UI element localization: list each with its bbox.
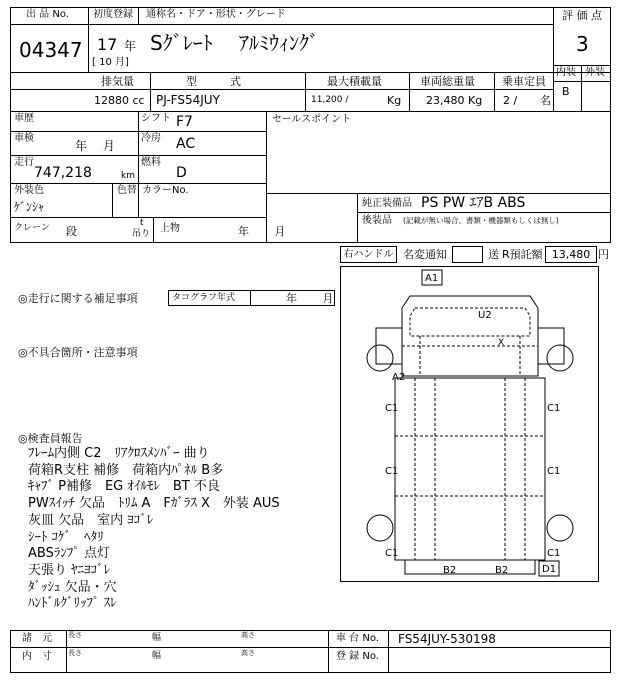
left-mirror-arm <box>376 328 402 364</box>
defects-title: ◎不具合箇所・注意事項 <box>18 346 138 359</box>
tax-value: 13,480 <box>545 246 597 263</box>
truck-damage-diagram <box>340 266 599 582</box>
exterior-color-value: ｹﾞﾝｼｬ <box>14 200 45 214</box>
mark-b2: B2 <box>443 565 457 576</box>
interior-width-label: 幅 <box>152 651 162 661</box>
grade-name: Sｸﾞﾚｰﾄ ｱﾙﾐｳｨﾝｸﾞ <box>150 31 320 55</box>
capacity-unit: 名 <box>540 94 551 107</box>
equipment-value: PS PW ｴｱB ABS <box>421 195 526 211</box>
color-number-label: カラーNo. <box>142 185 189 196</box>
mark-c1: C1 <box>385 548 399 559</box>
reg-year: 17 <box>97 35 118 54</box>
mark-c1: C1 <box>385 466 399 477</box>
score-value: 3 <box>576 32 589 56</box>
rear-bumper <box>405 560 535 574</box>
report-line: ﾌﾚｰﾑ内側 C2 ﾘｱｸﾛｽﾒﾝﾊﾞｰ 曲り <box>28 446 210 461</box>
ac-label: 冷房 <box>141 133 161 144</box>
supplement-title: ◎走行に関する補足事項 <box>18 292 138 305</box>
crane-label: クレーン <box>14 223 50 233</box>
title-label: 通称名・ドア・形状・グレード <box>146 9 286 20</box>
report-line: ﾀﾞｯｼｭ 欠品・穴 <box>28 579 117 595</box>
exterior-grade-label: 外装 <box>585 67 605 78</box>
gross-weight-value: 23,480 Kg <box>426 94 483 107</box>
right-handle-badge: 右ハンドル <box>340 246 397 263</box>
inspection-value: 年 月 <box>75 139 115 153</box>
report-line: 灰皿 欠品 室内 ﾖｺﾞﾚ <box>28 512 154 528</box>
mark-u2: U2 <box>478 310 492 321</box>
displacement-value: 12880 cc <box>94 94 145 107</box>
lot-label: 出 品 No. <box>26 9 69 20</box>
model-value: PJ-FS54JUY <box>156 93 220 107</box>
mark-d1: D1 <box>542 564 557 575</box>
color-change-label: 色替 <box>117 185 137 196</box>
first-reg-label: 初度登録 <box>93 9 133 20</box>
tax-prefix: R預託額 <box>502 248 543 261</box>
mark-c1: C1 <box>385 403 399 414</box>
interior-grade-label: 内装 <box>556 67 576 78</box>
dims-height-label: 高さ <box>241 631 255 639</box>
interior-height-label: 高さ <box>241 649 255 657</box>
tire-rear-right <box>547 515 573 541</box>
interior-length-label: 長さ <box>68 649 82 657</box>
interior-dims-label: 内 寸 <box>22 651 52 662</box>
upper-body-label: 上物 <box>160 223 180 234</box>
max-load-unit: Kg <box>387 94 402 107</box>
windshield <box>410 308 530 336</box>
tire-front-right <box>547 345 573 371</box>
name-change-label: 名変通知 <box>403 248 447 261</box>
tax-unit: 円 <box>598 248 609 261</box>
inspector-title: ◎検査員報告 <box>18 432 83 445</box>
crane-lift: 吊り <box>132 229 151 239</box>
chassis-label: 車 台 No. <box>336 633 379 644</box>
max-load-label: 最大積載量 <box>327 75 382 88</box>
upper-body-value: 年 月 <box>238 225 286 238</box>
crane-stage: 段 <box>66 225 77 238</box>
report-line: ﾊﾝﾄﾞﾙｸﾞﾘｯﾌﾟ ｽﾚ <box>28 596 117 612</box>
cargo-body <box>395 378 545 560</box>
mark-c1: C1 <box>547 466 561 477</box>
dims-length-label: 長さ <box>68 631 82 639</box>
mark-b2: B2 <box>495 565 509 576</box>
right-mirror-arm <box>538 328 564 364</box>
mark-x: X <box>498 338 505 348</box>
shift-label: シフト <box>141 113 171 124</box>
score-label: 評 価 点 <box>562 9 602 22</box>
ac-value: AC <box>176 136 196 152</box>
reg-month: [ 10 月] <box>92 57 129 68</box>
report-line: 天張り ﾔﾆﾖｺﾞﾚ <box>28 562 111 578</box>
mark-c1: C1 <box>547 548 561 559</box>
equipment-label: 純正装備品 <box>362 198 412 209</box>
gross-weight-label: 車両総重量 <box>420 75 475 88</box>
model-label: 型 式 <box>186 75 241 88</box>
tax-label: 送 <box>488 248 499 261</box>
exterior-color-label: 外装色 <box>14 185 44 196</box>
name-change-box <box>452 246 483 263</box>
tacho-value: 年 月 <box>286 292 334 305</box>
aftermarket-label: 後装品 <box>362 215 392 226</box>
mileage-label: 走行 <box>14 157 34 168</box>
tire-rear-left <box>367 515 393 541</box>
mileage-unit: km <box>121 171 135 181</box>
mark-a2: A2 <box>392 372 406 383</box>
shift-value: F7 <box>176 114 193 130</box>
tacho-label: タコグラフ年式 <box>172 293 236 303</box>
interior-grade-value: B <box>562 85 570 98</box>
mark-a1: A1 <box>425 273 439 284</box>
inspection-label: 車検 <box>14 133 34 144</box>
fuel-label: 燃料 <box>141 157 161 168</box>
mark-c1: C1 <box>547 403 561 414</box>
tire-front-left <box>367 345 393 371</box>
inspector-report <box>28 446 280 613</box>
max-load-value: 11,200 / <box>311 95 349 105</box>
report-line: ｷｬﾌﾞ P補修 EG ｵｲﾙﾓﾚ BT 不良 <box>28 479 220 495</box>
displacement-label: 排気量 <box>101 75 134 88</box>
report-line: ｼｰﾄ ｺｹﾞ ﾍﾀﾘ <box>28 529 104 545</box>
crane-ton: t <box>140 218 144 228</box>
lot-number: 04347 <box>19 38 83 62</box>
history-label: 車歴 <box>14 113 34 124</box>
chassis-value: FS54JUY-530198 <box>398 632 496 646</box>
report-line: ABSﾗﾝﾌﾟ 点灯 <box>28 546 110 562</box>
fuel-value: D <box>176 165 187 181</box>
capacity-value: 2 / <box>503 94 518 107</box>
aftermarket-note: (記載が無い場合、書類・機器類もしくは無し) <box>403 216 559 225</box>
dims-label: 諸 元 <box>22 633 52 644</box>
dims-width-label: 幅 <box>152 633 162 643</box>
report-line: PWｽｲｯﾁ 欠品 ﾄﾘﾑ A Fｶﾞﾗｽ X 外装 AUS <box>28 496 280 512</box>
registration-label: 登 録 No. <box>336 651 379 662</box>
capacity-label: 乗車定員 <box>502 75 546 88</box>
sales-point-label: セールスポイント <box>272 114 352 125</box>
mileage-value: 747,218 <box>34 165 92 181</box>
report-line: 荷箱R支柱 補修 荷箱内ﾊﾟﾈﾙ B多 <box>28 462 224 478</box>
reg-year-unit: 年 <box>124 39 137 53</box>
